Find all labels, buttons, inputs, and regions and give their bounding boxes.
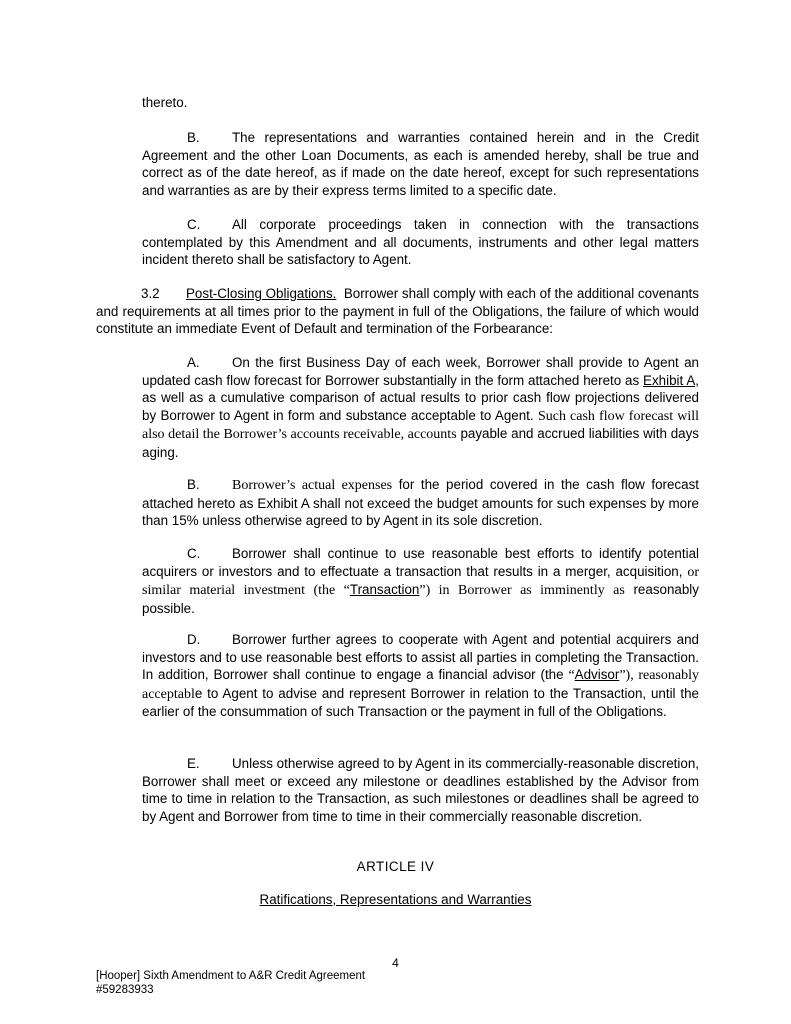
- paragraph-letter: B.: [187, 477, 200, 492]
- footer-doc-title: [Hooper] Sixth Amendment to A&R Credit Agreement: [96, 970, 366, 982]
- paragraph-text: On the first Business Day of each week, Borrower shall provide to Agent an updated cash flow forecast for Borrower substantially in the form attached hereto as: [142, 355, 699, 388]
- paragraph-letter: C.: [187, 217, 201, 232]
- paragraph-c-transaction: [142, 545, 699, 617]
- paragraph-letter: E.: [187, 756, 200, 771]
- paragraph-letter: C.: [187, 546, 201, 561]
- paragraph-text: All corporate proceedings taken in connection with the transactions contemplated by this Amendment and all documents, instruments and other legal matters incident thereto shall be satisfactory to Agent.: [142, 217, 699, 267]
- paragraph-text: The representations and warranties contained herein and in the Credit Agreement and the other Loan Documents, as each is amended hereby, shall be true and correct as of the date hereof, as if made on the date hereof, except for such representations and warranties as are by their express terms limited to a specific date.: [142, 130, 699, 198]
- paragraph-text-serif: Borrower’s actual expenses: [232, 478, 393, 493]
- paragraph-text-end: reasonably possible.: [142, 582, 699, 616]
- paragraph-letter: A.: [187, 355, 200, 370]
- paragraph-b-representations: [142, 129, 699, 199]
- paragraph-text: Borrower shall continue to use reasonable best efforts to identify potential acquirers or investors and to effectuate a transaction that results in a merger, acquisition,: [142, 546, 699, 579]
- paragraph-text-serif: Such cash flow forecast will also detail the Borrower’s accounts receivable, accounts: [142, 408, 699, 442]
- continuation-text: [142, 94, 699, 112]
- open-quote: “: [568, 668, 575, 683]
- article-heading: ARTICLE IV: [356, 859, 435, 874]
- section-number: 3.2: [141, 286, 160, 301]
- advisor-term: Advisor: [574, 667, 620, 682]
- paragraph-text: for the period covered in the cash flow forecast attached hereto as Exhibit A shall not exceed the budget amounts for such expenses by more than 15% unless otherwise agreed to by Agent in its sole discretion.: [142, 477, 699, 528]
- paragraph-a-cash-flow: [142, 354, 699, 461]
- transaction-term: Transaction: [349, 582, 420, 597]
- exhibit-a-reference: Exhibit A: [643, 372, 696, 388]
- page-number: 4: [392, 956, 399, 970]
- paragraph-text: Borrower further agrees to cooperate with Agent and potential acquirers and investors and to use reasonable best efforts to assist all parties in completing the Transaction. In addition, Borrower shall continue to engage a financial advisor (the: [142, 632, 699, 682]
- paragraph-c-corporate-proceedings: [142, 216, 699, 269]
- paragraph-d-advisor: [142, 631, 699, 721]
- article-subtitle-text: Ratifications, Representations and Warranties: [259, 892, 532, 907]
- paragraph-text-serif: or similar material investment (the “: [142, 564, 699, 598]
- paragraph-b-expenses: [142, 476, 699, 530]
- footer-doc-id: #59283933: [96, 984, 154, 996]
- paragraph-text-end: payable and accrued liabilities with days aging.: [142, 426, 699, 460]
- continuation-line: thereto.: [142, 95, 188, 110]
- paragraph-text-cont: , as well as a cumulative comparison of actual results to prior cash flow projections delivered by Borrower to Agent in form and substance acceptable to Agent.: [142, 372, 699, 423]
- paragraph-text-serif-cont: ”) in Borrower as imminently as: [419, 583, 625, 598]
- paragraph-letter: D.: [187, 632, 201, 647]
- section-3-2: [96, 285, 699, 338]
- paragraph-text-serif: ”), reasonably acceptabl: [142, 668, 699, 702]
- section-text: Borrower shall comply with each of the additional covenants and requirements at all times prior to the payment in full of the Obligations, the failure of which would constitute an immediate Event of Default and termination of the Forbearance:: [96, 286, 699, 336]
- article-subtitle: [0, 891, 791, 909]
- paragraph-text: Unless otherwise agreed to by Agent in its commercially-reasonable discretion, Borrower shall meet or exceed any milestone or deadlines established by the Advisor from time to time in relation to the Transaction, as such milestones or deadlines shall be agreed to by Agent and Borrower from time to time in their commercially reasonable discretion.: [142, 756, 699, 824]
- paragraph-letter: B.: [187, 130, 200, 145]
- section-heading: Post-Closing Obligations.: [186, 286, 337, 301]
- paragraph-e-milestones: [142, 755, 699, 825]
- paragraph-text-cont: e to Agent to advise and represent Borrower in relation to the Transaction, until the earlier of the consummation of such Transaction or the payment in full of the Obligations.: [142, 685, 699, 719]
